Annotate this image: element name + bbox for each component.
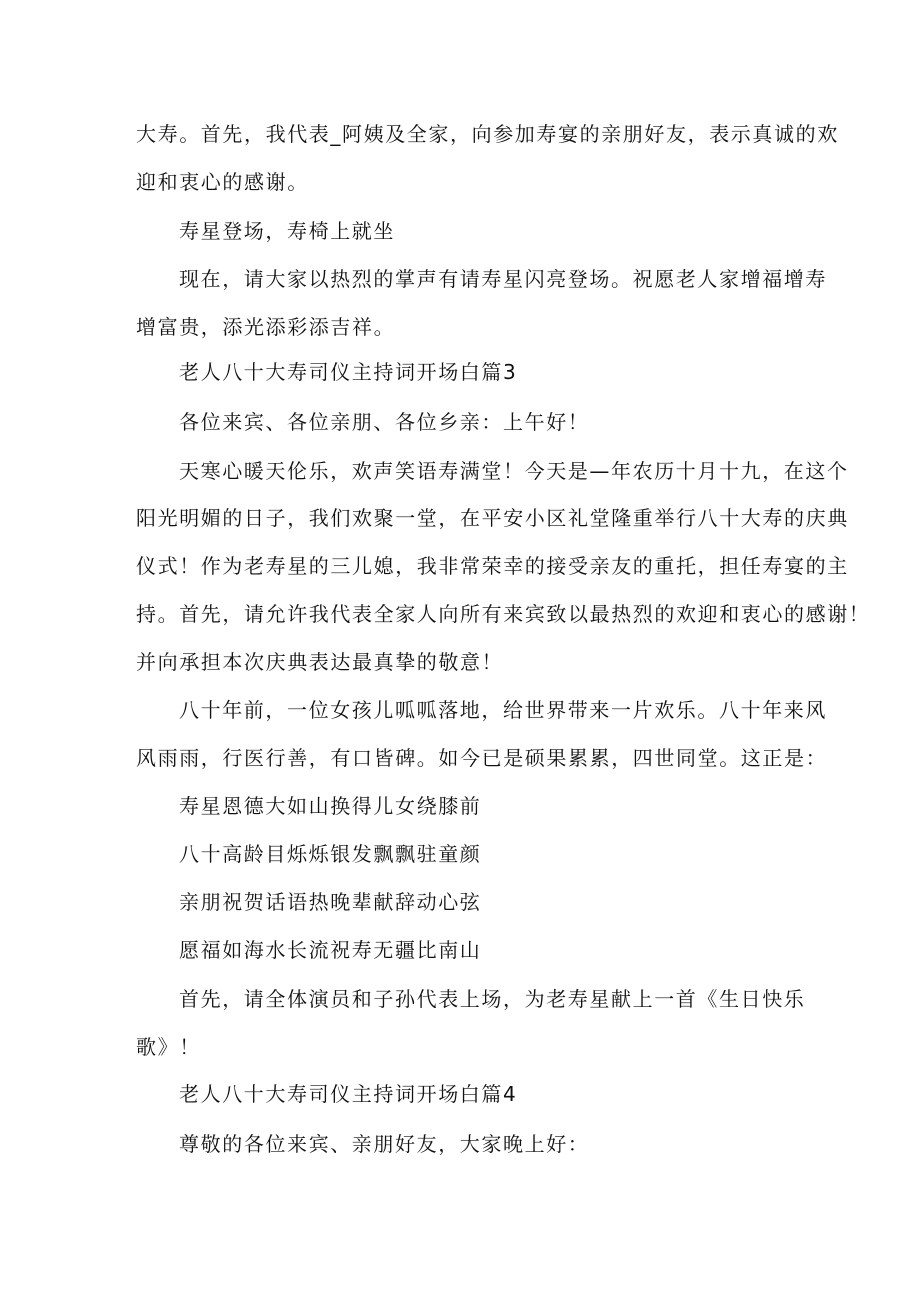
section-heading: 老人八十大寿司仪主持词开场白篇3: [179, 360, 518, 384]
paragraph-line: 大寿。首先，我代表_阿姨及全家，向参加寿宴的亲朋好友，表示真诚的欢: [136, 122, 839, 146]
greeting-line: 尊敬的各位来宾、亲朋好友，大家晚上好：: [179, 1132, 590, 1156]
verse-line: 亲朋祝贺话语热晚辈献辞动心弦: [179, 890, 482, 914]
paragraph-line: 首先，请全体演员和子孙代表上场，为老寿星献上一首《生日快乐: [179, 987, 806, 1011]
paragraph-line: 阳光明媚的日子，我们欢聚一堂，在平安小区礼堂隆重举行八十大寿的庆典: [136, 506, 849, 530]
paragraph-line: 持。首先，请允许我代表全家人向所有来宾致以最热烈的欢迎和衷心的感谢！: [136, 602, 871, 626]
section-subheading: 寿星登场，寿椅上就坐: [179, 219, 395, 243]
section-heading: 老人八十大寿司仪主持词开场白篇4: [179, 1082, 518, 1106]
verse-line: 愿福如海水长流祝寿无疆比南山: [179, 938, 482, 962]
paragraph-line: 迎和衷心的感谢。: [136, 170, 309, 194]
greeting-line: 各位来宾、各位亲朋、各位乡亲：上午好！: [179, 410, 590, 434]
verse-line: 寿星恩德大如山换得儿女绕膝前: [179, 794, 482, 818]
paragraph-line: 并向承担本次庆典表达最真挚的敬意！: [136, 650, 504, 674]
paragraph-line: 风雨雨，行医行善，有口皆碑。如今已是硕果累累，四世同堂。这正是：: [136, 746, 828, 770]
paragraph-line: 八十年前，一位女孩儿呱呱落地，给世界带来一片欢乐。八十年来风: [179, 698, 827, 722]
verse-line: 八十高龄目烁烁银发飘飘驻童颜: [179, 842, 482, 866]
paragraph-line: 增富贵，添光添彩添吉祥。: [136, 315, 396, 339]
paragraph-line: 歌》！: [136, 1035, 201, 1059]
paragraph-line: 天寒心暖天伦乐，欢声笑语寿满堂！今天是—年农历十月十九，在这个: [179, 459, 849, 483]
paragraph-line: 仪式！作为老寿星的三儿媳，我非常荣幸的接受亲友的重托，担任寿宴的主: [136, 554, 849, 578]
paragraph-line: 现在，请大家以热烈的掌声有请寿星闪亮登场。祝愿老人家增福增寿: [179, 267, 827, 291]
